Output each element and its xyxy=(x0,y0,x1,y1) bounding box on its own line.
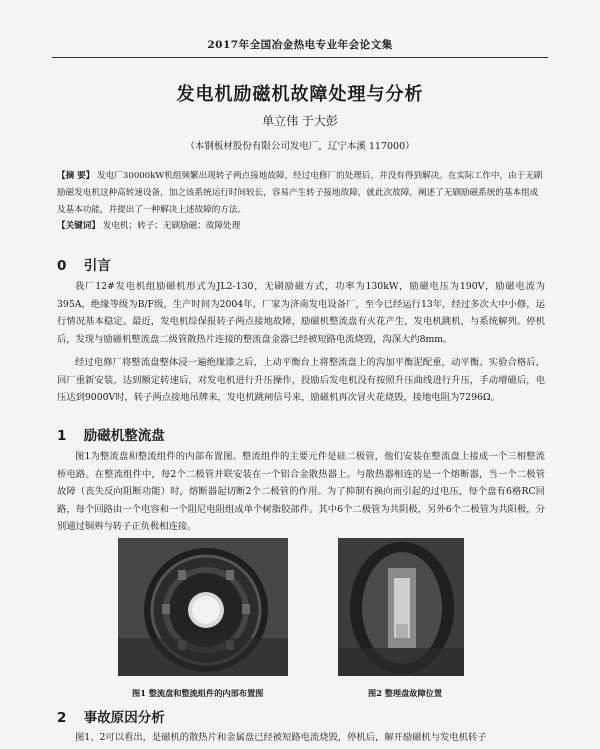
header-divider xyxy=(52,57,548,58)
figure-2-photo xyxy=(338,538,464,676)
paragraph-intro-1: 我厂12#发电机组励磁机形式为JL2-130，无刷励磁方式，功率为130kW，励磁电压为190V，励磁电流为395A，绝缘等级为B/F级，生产时间为2004年，厂家为济南发电设备厂，至今已经运行13年，经过多次大中小修，运行情况基本稳定。最近，发电机综保报转子两点接地故障，励磁机整流盘有火花产生，发电机跳机，与系统解列。停机后，发现与励磁机整流盘二级管散热片连接的整流盘金器已经被短路电流烧毁，沟深大约8mm。 xyxy=(57,281,545,345)
keywords-tag: 【关键词】 xyxy=(57,221,100,231)
rectifier-disc-image xyxy=(118,538,288,676)
affiliation: （本钢板材股份有限公司发电厂，辽宁本溪 117000） xyxy=(185,141,415,152)
section-number: 0 xyxy=(57,258,67,274)
abstract-text: 发电厂30000kW机组频繁出现转子两点接地故障，经过电修厂的处理后，并没有得到解决。在实际工作中，由于无刷励磁发电机这种高转速设备，加之该系统运行时间较长，容易产生转子接地故障，就此次故障，阐述了无刷励磁系统的基本组成及基本功能，并提出了一种解决上述故障的方法。 xyxy=(57,171,543,215)
abstract-tag: 【摘 要】 xyxy=(57,171,95,181)
section-title: 事故原因分析 xyxy=(83,710,165,726)
running-header: 2017年全国冶金热电专业年会论文集 xyxy=(207,39,393,51)
figure-1-photo xyxy=(118,538,288,676)
figure-1-caption: 图1 整流盘和整流组件的内部布置图 xyxy=(132,688,264,698)
section-number: 2 xyxy=(57,710,67,726)
paragraph-intro-2: 经过电修厂将整流盘整体浸一遍绝缘漆之后，上动平衡台上将整流盘上的沟加平衡泥配重，动平衡、实验合格后，回厂重新安装，达到额定转速后，对发电机进行升压操作，投励后发电机没有按照升压曲线进行升压，手动增磁后，电压达到9000V时，转子两点接地吊牌来，发电机跳闸信号来，励磁机再次冒火花烧毁，接地电阻为7296Ω。 xyxy=(57,357,545,403)
paragraph-section-1: 图1为整流盘和整流组件的内部布置图。整流组件的主要元件是硅二极管，他们安装在整流盘上接成一个三相整流桥电路。在整流组件中，每2个二极管并联安装在一个铝合金散热器上。与散热器相连的是一个熔断器，当一个二极管故障（丧失反向阻断功能）时，熔断器起切断2个二极管的作用。为了抑制有换向而引起的过电压，每个盘有6格RC回路，每个回路由一个电容和一个阻尼电阻组成单个树脂胶部件。其中6个二极管为共阴极，另外6个二极管为共阳极，分别通过铜辫与转子正负极相连接。 xyxy=(57,451,545,532)
keywords-text: 发电机；转子；无刷励磁；故障处理 xyxy=(102,221,241,231)
section-heading-cause xyxy=(57,706,165,726)
fault-location-image xyxy=(338,538,464,676)
section-title: 引言 xyxy=(83,258,111,274)
section-number: 1 xyxy=(57,428,67,444)
figure-2-caption: 图2 整理盘故障位置 xyxy=(368,688,443,698)
abstract xyxy=(57,168,545,219)
section-title: 励磁机整流盘 xyxy=(83,428,165,444)
paragraph-section-2: 图1、2可以看出，是磁机的散热片和金属盘已经被短路电流烧毁，停机后，解开励磁机与发电机转子 xyxy=(75,732,487,743)
section-heading-rectifier xyxy=(57,424,165,444)
keywords xyxy=(57,219,545,231)
paper-title: 发电机励磁机故障处理与分析 xyxy=(176,84,424,105)
authors: 单立伟 于大彭 xyxy=(262,114,338,128)
section-heading-intro xyxy=(57,254,111,274)
